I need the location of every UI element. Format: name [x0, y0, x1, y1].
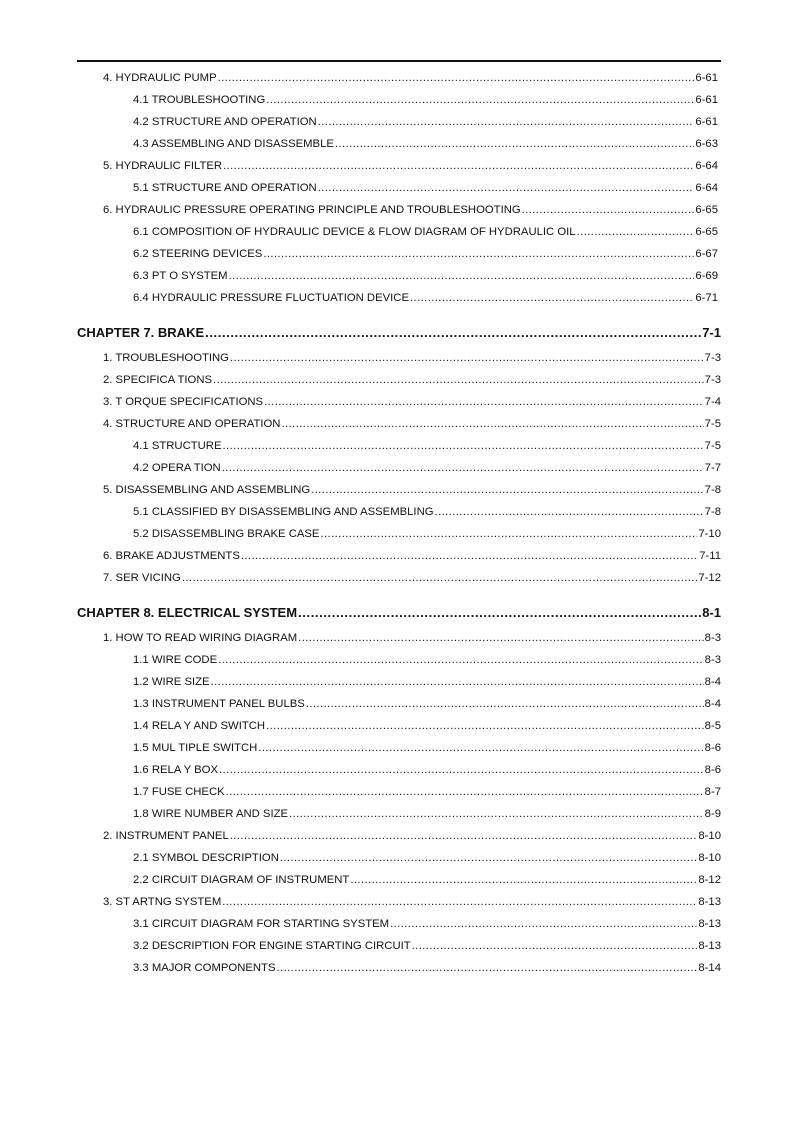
toc-entry-page-number: 6-69 [695, 270, 718, 282]
dot-leader [241, 548, 698, 564]
toc-entry-page-number: 6-61 [695, 72, 718, 84]
toc-entry [133, 740, 721, 756]
toc-entry [133, 762, 721, 778]
dot-leader [318, 180, 695, 196]
dot-leader [182, 570, 698, 586]
top-rule [77, 60, 721, 62]
toc-entry-label: 6.3 PT O SYSTEM [133, 270, 228, 282]
toc-entry-label: 6. BRAKE ADJUSTMENTS [103, 550, 240, 562]
toc-entry-page-number: 6-63 [695, 138, 718, 150]
toc-entry-page-number: 6-67 [695, 248, 718, 260]
dot-leader [263, 246, 694, 262]
toc-entry [103, 894, 721, 910]
toc-entry-label: 3.1 CIRCUIT DIAGRAM FOR STARTING SYSTEM [133, 918, 390, 930]
toc-entry [103, 350, 721, 366]
toc-entry-page-number: 7-5 [704, 418, 721, 430]
toc-entry-label: 3. T ORQUE SPECIFICATIONS [103, 396, 264, 408]
toc-entry-page-number: 7-7 [704, 462, 721, 474]
toc-entry-page-number: 8-13 [698, 896, 721, 908]
toc-entry-page-number: 7-12 [698, 572, 721, 584]
toc-entry-page-number: 8-9 [704, 808, 721, 820]
toc-entry-label: CHAPTER 8. ELECTRICAL SYSTEM [77, 605, 298, 620]
dot-leader [223, 158, 694, 174]
toc-entry-page-number: 7-5 [704, 440, 721, 452]
toc-entry [103, 828, 721, 844]
dot-leader [230, 828, 698, 844]
toc-entry-page-number: 7-8 [704, 484, 721, 496]
toc-entry-page-number: 7-3 [704, 374, 721, 386]
toc-entry [133, 938, 721, 954]
toc-entry-page-number: 8-3 [704, 654, 721, 666]
toc-entry [133, 136, 718, 152]
toc-entry-label: 4.2 STRUCTURE AND OPERATION [133, 116, 317, 128]
dot-leader [213, 372, 704, 388]
toc-entry [133, 92, 718, 108]
toc-entry [103, 570, 721, 586]
toc-entry-page-number: 7-1 [702, 325, 721, 340]
dot-leader [298, 630, 704, 646]
toc-entry [133, 438, 721, 454]
toc-entry-page-number: 7-4 [704, 396, 721, 408]
toc-entry [103, 548, 721, 564]
toc-entry-label: 3.2 DESCRIPTION FOR ENGINE STARTING CIRCUIT [133, 940, 411, 952]
toc-entry [103, 202, 718, 218]
toc-entry-label: 4.1 STRUCTURE [133, 440, 222, 452]
dot-leader [306, 696, 704, 712]
toc-entry [133, 806, 721, 822]
toc-entry-page-number: 8-10 [698, 852, 721, 864]
dot-leader [205, 324, 701, 342]
toc-entry [133, 872, 721, 888]
dot-leader [311, 482, 703, 498]
toc-entry-label: 3. ST ARTNG SYSTEM [103, 896, 222, 908]
toc-chapter-heading [77, 604, 721, 622]
toc-entry-label: 1.1 WIRE CODE [133, 654, 218, 666]
dot-leader [318, 114, 695, 130]
toc-entry-label: 2. INSTRUMENT PANEL [103, 830, 229, 842]
dot-leader [222, 894, 697, 910]
dot-leader [435, 504, 704, 520]
dot-leader [410, 290, 694, 306]
toc-entry-label: 1.5 MUL TIPLE SWITCH [133, 742, 258, 754]
toc-entry-page-number: 6-64 [695, 182, 718, 194]
dot-leader [335, 136, 694, 152]
toc-entry [133, 916, 721, 932]
toc-entry-label: 4. STRUCTURE AND OPERATION [103, 418, 281, 430]
toc-entry-page-number: 8-13 [698, 940, 721, 952]
toc-entry-page-number: 8-14 [698, 962, 721, 974]
dot-leader [522, 202, 695, 218]
toc-entry [133, 674, 721, 690]
toc-entry-page-number: 8-6 [704, 742, 721, 754]
dot-leader [266, 92, 694, 108]
toc-entry-label: 6. HYDRAULIC PRESSURE OPERATING PRINCIPLE AND TROUBLESHOOTING [103, 204, 521, 216]
toc-entry-label: 5.2 DISASSEMBLING BRAKE CASE [133, 528, 320, 540]
toc-entry [133, 290, 718, 306]
toc-entry-label: 6.2 STEERING DEVICES [133, 248, 263, 260]
toc-entry-label: 1. HOW TO READ WIRING DIAGRAM [103, 632, 298, 644]
dot-leader [258, 740, 703, 756]
toc-entry-page-number: 8-5 [704, 720, 721, 732]
dot-leader [230, 350, 704, 366]
dot-leader [281, 416, 703, 432]
toc-entry [103, 158, 718, 174]
toc-entry-label: 1.7 FUSE CHECK [133, 786, 225, 798]
toc-entry [133, 850, 721, 866]
toc-entry [103, 482, 721, 498]
dot-leader [226, 784, 704, 800]
toc-entry-label: 2.1 SYMBOL DESCRIPTION [133, 852, 279, 864]
toc-entry-page-number: 8-3 [704, 632, 721, 644]
dot-leader [264, 394, 704, 410]
toc-entry [133, 224, 718, 240]
toc-entry-label: 1.6 RELA Y BOX [133, 764, 218, 776]
toc-entry-label: 5.1 STRUCTURE AND OPERATION [133, 182, 317, 194]
toc-entry [103, 416, 721, 432]
dot-leader [218, 70, 695, 86]
dot-leader [266, 718, 704, 734]
toc-entry-label: 5.1 CLASSIFIED BY DISASSEMBLING AND ASSEMBLING [133, 506, 434, 518]
toc-entry-label: 1.3 INSTRUMENT PANEL BULBS [133, 698, 305, 710]
toc-entry-page-number: 6-65 [695, 226, 718, 238]
toc-entry-page-number: 6-71 [695, 292, 718, 304]
toc-entry-page-number: 8-12 [698, 874, 721, 886]
toc-entry-label: 4.3 ASSEMBLING AND DISASSEMBLE [133, 138, 334, 150]
toc-entry [133, 526, 721, 542]
toc-entry-label: 6.4 HYDRAULIC PRESSURE FLUCTUATION DEVICE [133, 292, 409, 304]
toc-entry [133, 718, 721, 734]
dot-leader [320, 526, 697, 542]
dot-leader [277, 960, 698, 976]
toc-entry [133, 246, 718, 262]
toc-entry [133, 960, 721, 976]
toc-entry-label: 4.1 TROUBLESHOOTING [133, 94, 266, 106]
toc-entry [103, 70, 718, 86]
toc-entry-label: 1.8 WIRE NUMBER AND SIZE [133, 808, 289, 820]
toc-entry-page-number: 7-8 [704, 506, 721, 518]
toc-entry-label: 4.2 OPERA TION [133, 462, 221, 474]
toc-entry-label: 1.2 WIRE SIZE [133, 676, 210, 688]
toc-entry-label: 7. SER VICING [103, 572, 181, 584]
toc-entry-label: 4. HYDRAULIC PUMP [103, 72, 217, 84]
toc-entry-page-number: 6-61 [695, 94, 718, 106]
toc-entry-page-number: 6-64 [695, 160, 718, 172]
toc-entry [133, 180, 718, 196]
dot-leader [289, 806, 704, 822]
dot-leader [218, 652, 704, 668]
dot-leader [577, 224, 695, 240]
dot-leader [222, 460, 704, 476]
toc-entry-label: 5. DISASSEMBLING AND ASSEMBLING [103, 484, 311, 496]
toc-entry-page-number: 8-6 [704, 764, 721, 776]
toc-entry-page-number: 6-65 [695, 204, 718, 216]
dot-leader [211, 674, 704, 690]
toc-entry-page-number: 6-61 [695, 116, 718, 128]
dot-leader [412, 938, 698, 954]
toc-entry-page-number: 8-4 [704, 698, 721, 710]
toc-entry-label: 2. SPECIFICA TIONS [103, 374, 213, 386]
dot-leader [223, 438, 704, 454]
toc-entry-label: 1. TROUBLESHOOTING [103, 352, 229, 364]
toc-entry [103, 394, 721, 410]
toc-entry-page-number: 8-10 [698, 830, 721, 842]
toc-entry [133, 784, 721, 800]
toc-entry [133, 268, 718, 284]
toc-entry [133, 652, 721, 668]
toc-entry-page-number: 7-11 [699, 550, 721, 562]
toc-entry-label: 5. HYDRAULIC FILTER [103, 160, 223, 172]
dot-leader [219, 762, 704, 778]
toc-entry-label: 1.4 RELA Y AND SWITCH [133, 720, 266, 732]
toc-entry-page-number: 7-3 [704, 352, 721, 364]
toc-entry-page-number: 8-13 [698, 918, 721, 930]
toc-entry-page-number: 8-7 [704, 786, 721, 798]
toc-entry [133, 696, 721, 712]
dot-leader [229, 268, 695, 284]
dot-leader [390, 916, 697, 932]
toc-entry [133, 460, 721, 476]
toc-entry-label: 3.3 MAJOR COMPONENTS [133, 962, 276, 974]
toc-entry [103, 630, 721, 646]
toc-chapter-heading [77, 324, 721, 342]
toc-entry-label: 6.1 COMPOSITION OF HYDRAULIC DEVICE & FLOW DIAGRAM OF HYDRAULIC OIL [133, 226, 576, 238]
toc-entry-page-number: 8-4 [704, 676, 721, 688]
toc-entry [133, 504, 721, 520]
toc-entry-page-number: 8-1 [702, 605, 721, 620]
toc-entry-label: 2.2 CIRCUIT DIAGRAM OF INSTRUMENT [133, 874, 350, 886]
toc-entry-page-number: 7-10 [698, 528, 721, 540]
toc-entry-label: CHAPTER 7. BRAKE [77, 325, 205, 340]
dot-leader [280, 850, 698, 866]
dot-leader [298, 604, 701, 622]
toc-entry [103, 372, 721, 388]
toc-entry [133, 114, 718, 130]
dot-leader [350, 872, 697, 888]
